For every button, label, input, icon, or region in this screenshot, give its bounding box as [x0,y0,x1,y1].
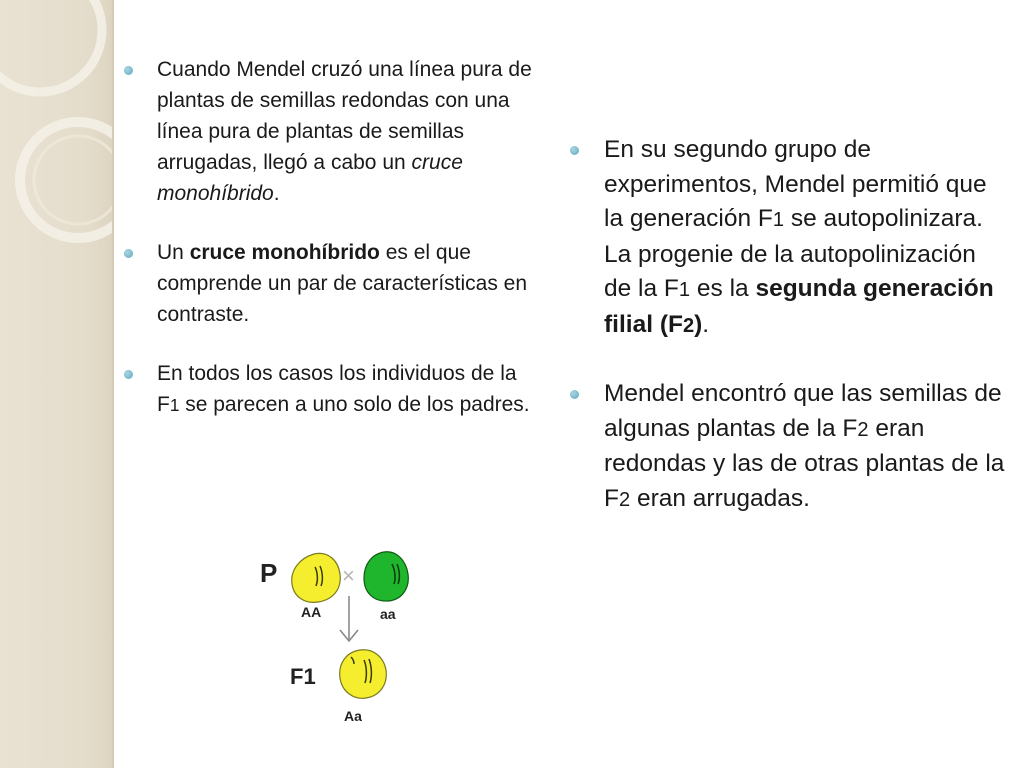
decorative-circles [0,0,112,768]
left-bullet-2-bold: cruce monohíbrido [189,241,380,264]
right-bullet-1-bold-end: ) [694,310,703,338]
left-bullet-2-rest: es el que comprende un par de características en contraste. [157,241,528,326]
left-bullet-3 [124,358,544,421]
left-bullet-2-text: Un [157,241,190,264]
left-bullet-1 [124,54,544,209]
right-bullet-1-text-b: se autopolinizara. La progenie de la autopolinización de la F [604,205,983,302]
bullet-dot-icon [124,370,133,379]
genotype-f1-label: Aa [344,708,362,724]
right-bullet-1-bold: segunda generación filial (F [604,275,994,338]
right-bullet-1-num1: 1 [772,209,785,231]
green-seed-icon [364,552,408,601]
right-bullet-1-num2: 1 [678,279,691,301]
left-bullet-3-rest: se parecen a uno solo de los padres. [179,393,530,416]
left-bullet-3-num: 1 [169,395,180,415]
bullet-dot-icon [570,146,579,155]
genotype-green-label: aa [380,606,396,622]
right-bullet-1 [568,133,1008,343]
right-bullet-list [568,133,1008,551]
right-bullet-1-num3: 2 [682,314,695,337]
left-bullet-2 [124,237,544,330]
left-bullet-3-text: En todos los casos los individuos de la F [157,362,517,416]
right-bullet-1-text: En su segundo grupo de experimentos, Mendel permitió que la generación F [604,136,987,232]
left-bullet-list [124,54,544,449]
right-bullet-2 [568,377,1008,517]
cross-diagram-graphic [256,540,426,730]
left-bullet-1-text: Cuando Mendel cruzó una línea pura de plantas de semillas redondas con una línea pura de plantas de semillas arrugadas, llegó a cabo un [157,58,532,174]
right-bullet-2-text-c: eran arrugadas. [630,484,810,512]
cross-symbol: × [342,563,355,588]
f1-yellow-seed-icon [340,650,387,699]
genotype-yellow-label: AA [301,604,322,620]
right-bullet-2-num1: 2 [857,418,869,441]
left-bullet-1-end: . [273,182,280,205]
right-bullet-2-text: Mendel encontró que las semillas de algunas plantas de la F [604,380,1002,442]
band-edge-line [112,0,114,768]
right-bullet-2-text-b: eran redondas y las de otras plantas de la F [604,414,1005,512]
yellow-seed-icon [292,553,341,602]
right-bullet-1-text-c: es la [690,275,756,302]
decorative-side-band [0,0,112,768]
f1-generation-label: F1 [290,664,316,689]
bullet-dot-icon [124,66,133,75]
left-bullet-1-italic: cruce monohíbrido [157,151,463,205]
parent-generation-label: P [260,558,278,588]
right-bullet-1-end: . [702,310,710,338]
bullet-dot-icon [124,249,133,258]
monohybrid-cross-diagram [256,540,426,730]
bullet-dot-icon [570,390,579,399]
right-bullet-2-num2: 2 [618,488,631,511]
